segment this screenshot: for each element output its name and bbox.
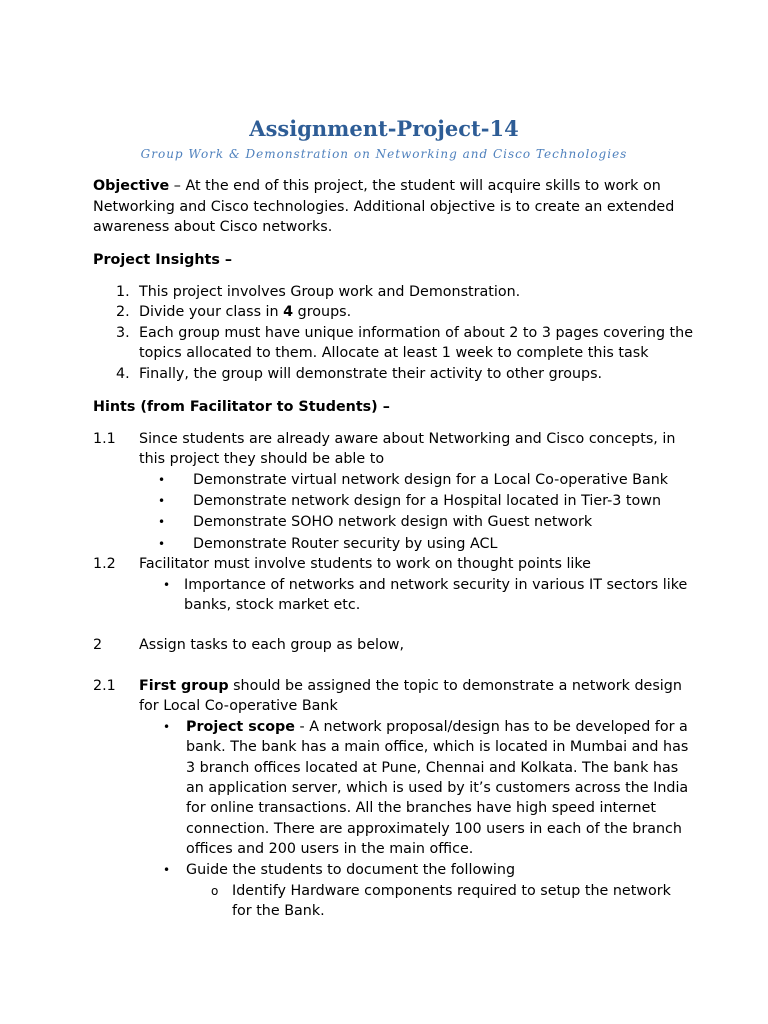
group-count: 4 — [283, 304, 294, 320]
objective-dash: – — [169, 178, 186, 194]
list-number: 1. — [116, 284, 130, 300]
bullet-icon: • — [158, 537, 166, 551]
bullet-icon: • — [163, 578, 171, 592]
insights-heading: Project Insights – — [93, 252, 233, 268]
bullet-item: Demonstrate SOHO network design with Guest network — [193, 514, 593, 530]
scope-line: 3 branch offices located at Pune, Chennai and Kolkata. The bank has — [186, 760, 679, 776]
objective-label: Objective — [93, 178, 170, 194]
scope-line: bank. The bank has a main office, which is located in Mumbai and has — [186, 739, 689, 755]
group-label: First group — [139, 678, 229, 694]
bullet-item: Demonstrate virtual network design for a Local Co-operative Bank — [193, 472, 669, 488]
list-item-continued: topics allocated to them. Allocate at least 1 week to complete this task — [139, 345, 649, 361]
list-item — [139, 302, 351, 322]
section-number: 1.1 — [93, 431, 116, 447]
bullet-icon: • — [158, 494, 166, 508]
list-number: 4. — [116, 366, 130, 382]
bullet-item: Importance of networks and network security in various IT sectors like — [184, 577, 688, 593]
section-text-continued: for Local Co-operative Bank — [139, 698, 338, 714]
list-number: 3. — [116, 325, 130, 341]
bullet-item: Demonstrate Router security by using ACL — [193, 536, 498, 552]
list-item: Each group must have unique information of about 2 to 3 pages covering the — [139, 325, 694, 341]
objective-text-1: At the end of this project, the student will acquire skills to work on — [185, 178, 661, 194]
hint-text: this project they should be able to — [139, 451, 385, 467]
sub-bullet-item: Identify Hardware components required to setup the network — [232, 883, 671, 899]
scope-text: - A network proposal/design has to be developed for a — [294, 719, 688, 735]
hint-text: Facilitator must involve students to work on thought points like — [139, 556, 591, 572]
scope-label: Project scope — [186, 719, 295, 735]
list-item: Finally, the group will demonstrate their activity to other groups. — [139, 366, 603, 382]
scope-line: connection. There are approximately 100 users in each of the branch — [186, 821, 682, 837]
bullet-item: Demonstrate network design for a Hospital located in Tier-3 town — [193, 493, 662, 509]
bullet-item-continued: banks, stock market etc. — [184, 597, 361, 613]
bullet-icon: • — [158, 515, 166, 529]
scope-line: an application server, which is used by it’s customers across the India — [186, 780, 689, 796]
section-number: 1.2 — [93, 556, 116, 572]
bullet-icon: • — [158, 473, 166, 487]
circle-bullet-icon: o — [211, 884, 219, 898]
hint-text: Since students are already aware about Networking and Cisco concepts, in — [139, 431, 676, 447]
list-item: This project involves Group work and Demonstration. — [139, 284, 521, 300]
list-item-text: Divide your class in — [139, 304, 284, 320]
bullet-icon: • — [163, 720, 171, 734]
hints-heading: Hints (from Facilitator to Students) – — [93, 399, 390, 415]
scope-line: for online transactions. All the branches have high speed internet — [186, 800, 657, 816]
page-subtitle: Group Work & Demonstration on Networking and Cisco Technologies — [140, 147, 628, 161]
objective-line-2: Networking and Cisco technologies. Additional objective is to create an extended — [93, 199, 675, 215]
section-number: 2 — [93, 637, 103, 653]
list-item-text: groups. — [293, 304, 352, 320]
page-title: Assignment-Project-14 — [249, 116, 519, 141]
bullet-item: Guide the students to document the following — [186, 862, 516, 878]
list-number: 2. — [116, 304, 130, 320]
objective-line-1 — [93, 176, 661, 196]
section-text-rest: should be assigned the topic to demonstrate a network design — [228, 678, 682, 694]
objective-line-3: awareness about Cisco networks. — [93, 219, 333, 235]
scope-line: offices and 200 users in the main office. — [186, 841, 474, 857]
bullet-icon: • — [163, 863, 171, 877]
section-text: Assign tasks to each group as below, — [139, 637, 404, 653]
section-text — [139, 676, 682, 696]
sub-bullet-item-continued: for the Bank. — [232, 903, 325, 919]
section-number: 2.1 — [93, 678, 116, 694]
scope-line — [186, 717, 688, 737]
